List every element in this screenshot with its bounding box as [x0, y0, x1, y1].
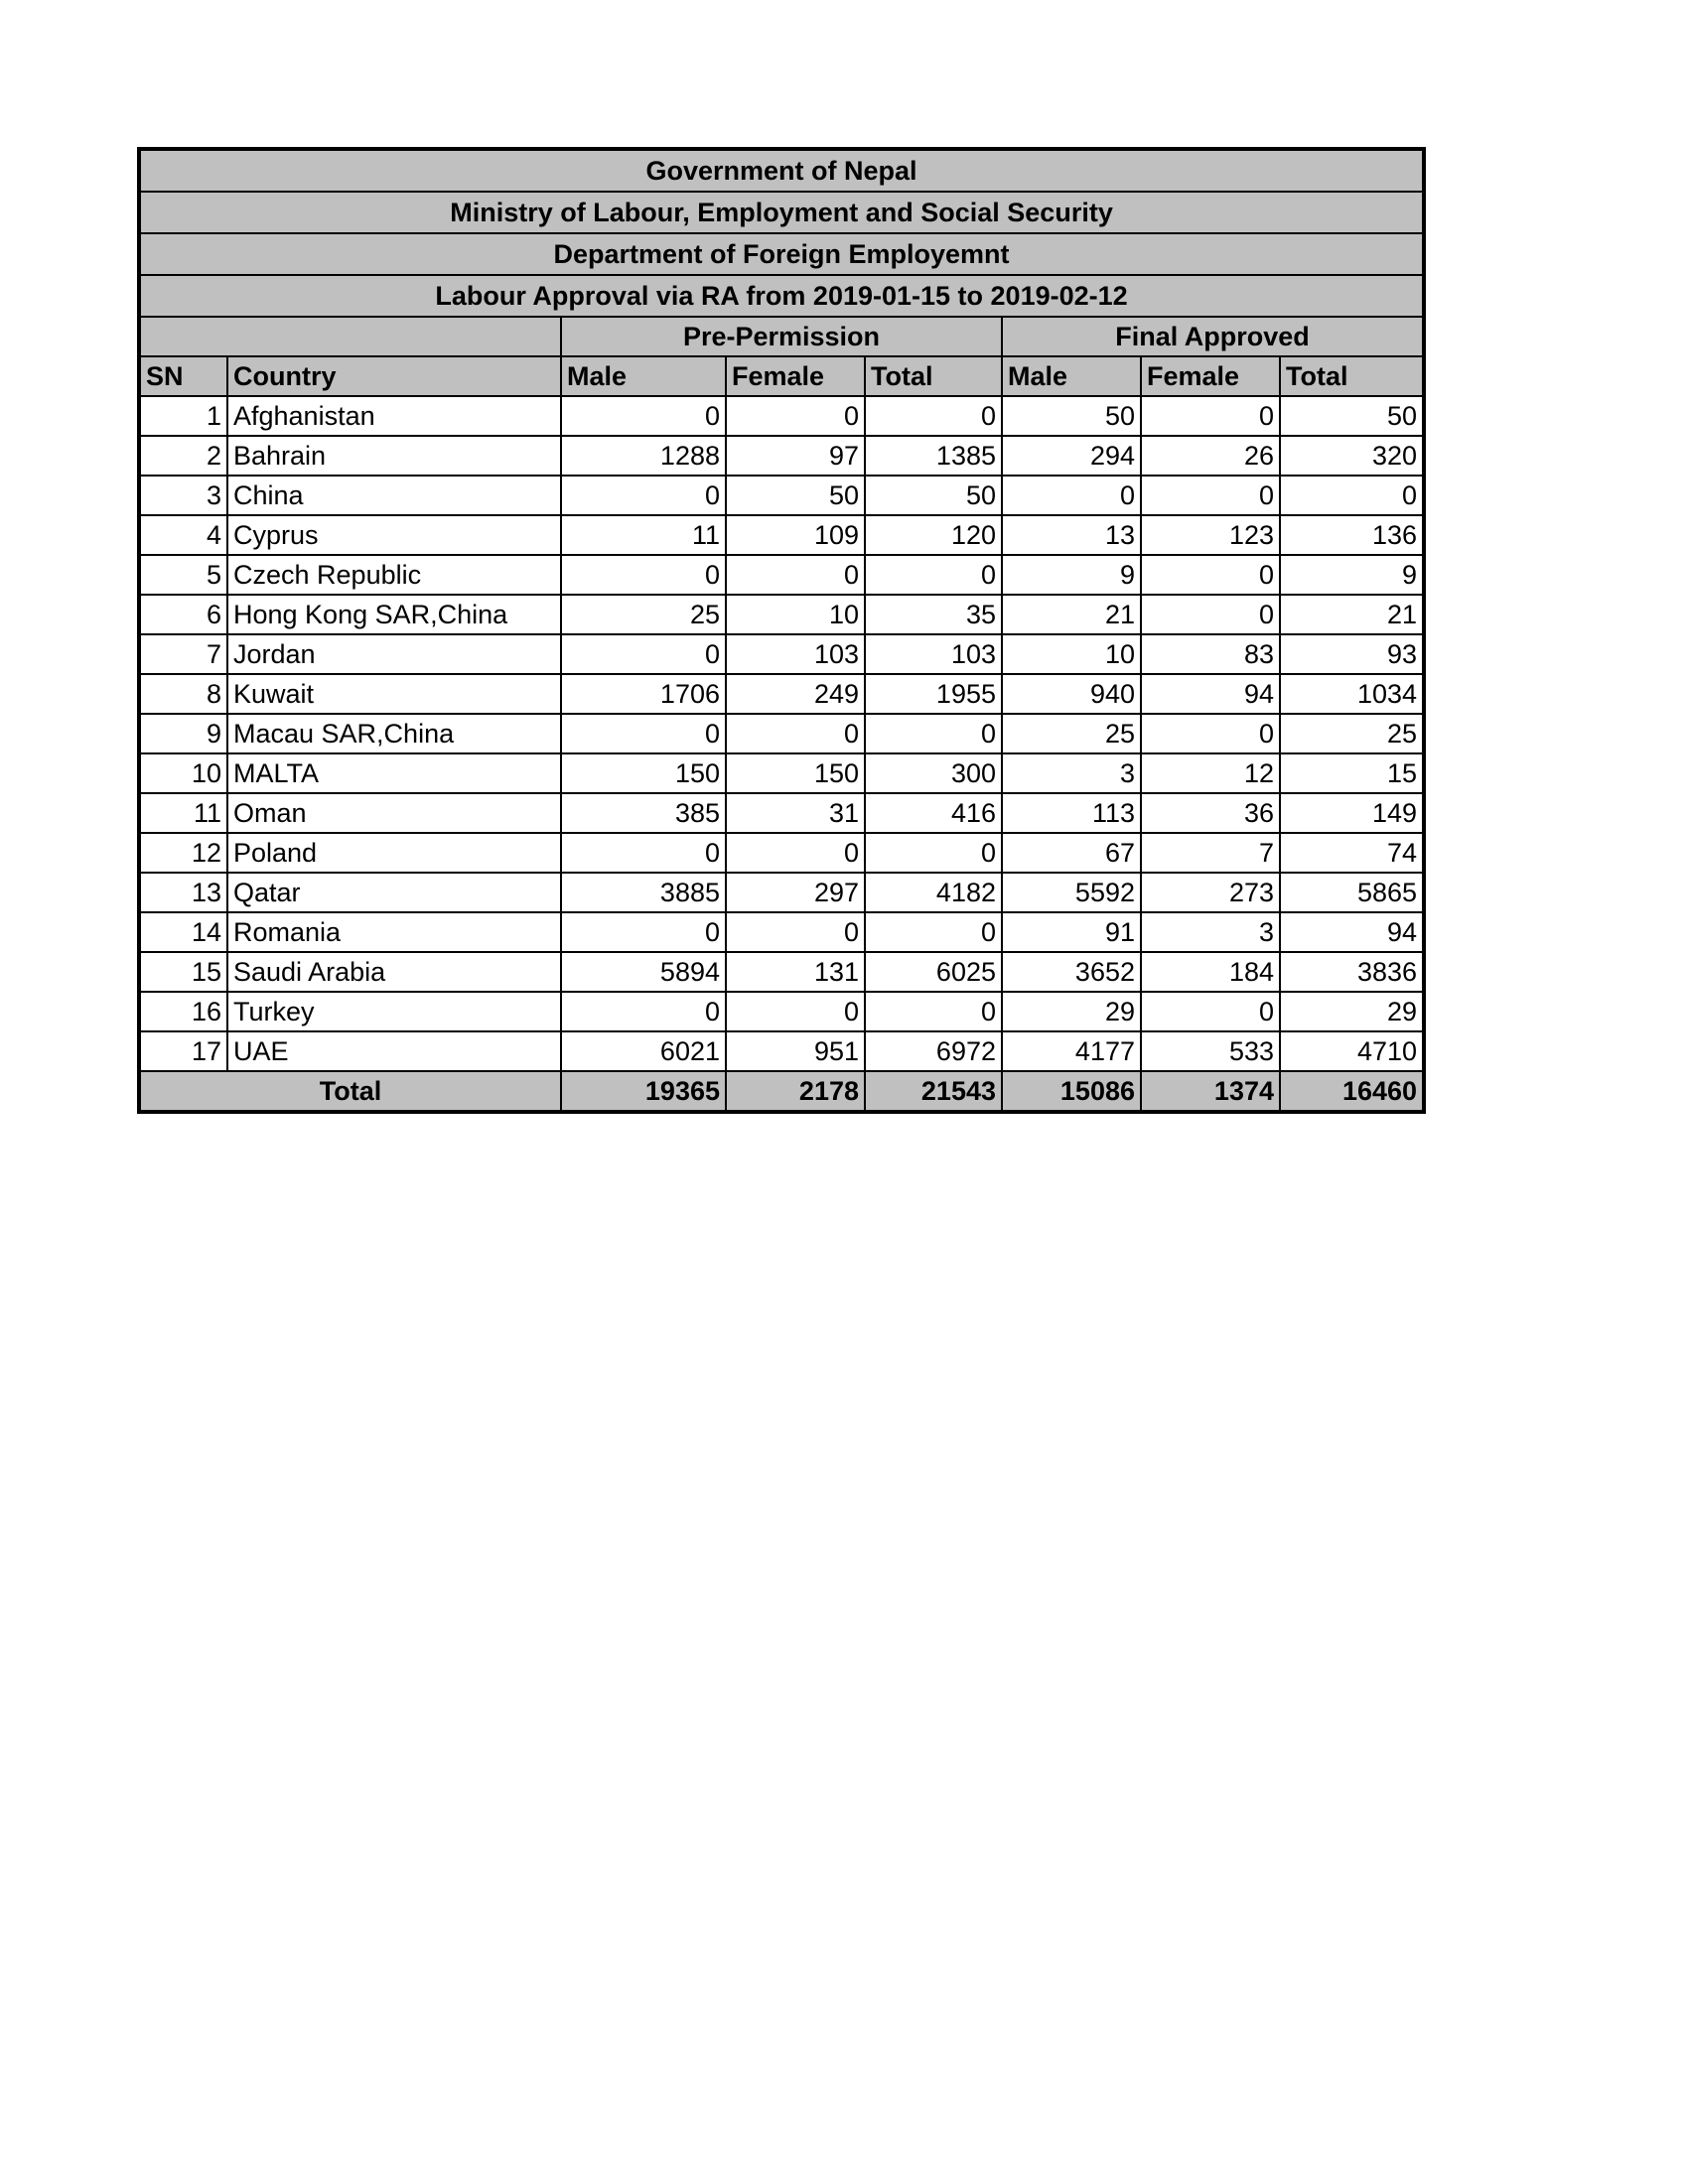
cell-final-total: 1034: [1280, 674, 1423, 714]
cell-pre-total: 103: [865, 634, 1002, 674]
cell-final-male: 113: [1002, 793, 1141, 833]
cell-pre-total: 35: [865, 595, 1002, 634]
cell-country: Turkey: [227, 992, 561, 1031]
cell-final-male: 3652: [1002, 952, 1141, 992]
table-row: [140, 634, 1423, 674]
cell-sn: 4: [140, 515, 227, 555]
cell-final-male: 940: [1002, 674, 1141, 714]
cell-sn: 17: [140, 1031, 227, 1071]
cell-final-female: 0: [1141, 714, 1280, 753]
cell-pre-total: 0: [865, 912, 1002, 952]
cell-final-female: 26: [1141, 436, 1280, 476]
cell-final-total: 29: [1280, 992, 1423, 1031]
cell-final-total: 0: [1280, 476, 1423, 515]
cell-country: Cyprus: [227, 515, 561, 555]
cell-pre-male: 0: [561, 833, 726, 873]
cell-pre-female: 97: [726, 436, 865, 476]
cell-pre-female: 50: [726, 476, 865, 515]
total-row: [140, 1071, 1423, 1111]
cell-final-female: 0: [1141, 396, 1280, 436]
table-row: [140, 396, 1423, 436]
cell-final-total: 93: [1280, 634, 1423, 674]
table-row: [140, 952, 1423, 992]
cell-pre-total: 6972: [865, 1031, 1002, 1071]
column-header-row: [140, 356, 1423, 396]
cell-country: UAE: [227, 1031, 561, 1071]
cell-sn: 13: [140, 873, 227, 912]
cell-final-female: 3: [1141, 912, 1280, 952]
cell-pre-female: 109: [726, 515, 865, 555]
column-header-pre-male: Male: [561, 356, 726, 396]
cell-pre-female: 0: [726, 396, 865, 436]
cell-sn: 2: [140, 436, 227, 476]
group-header-pre-permission: Pre-Permission: [561, 317, 1002, 356]
total-pre-female: 2178: [726, 1071, 865, 1111]
cell-pre-female: 0: [726, 992, 865, 1031]
cell-country: Macau SAR,China: [227, 714, 561, 753]
table-row: [140, 912, 1423, 952]
table-row: [140, 992, 1423, 1031]
table-row: [140, 436, 1423, 476]
cell-sn: 5: [140, 555, 227, 595]
cell-final-total: 5865: [1280, 873, 1423, 912]
cell-final-female: 36: [1141, 793, 1280, 833]
cell-pre-male: 11: [561, 515, 726, 555]
column-header-final-female: Female: [1141, 356, 1280, 396]
cell-final-male: 0: [1002, 476, 1141, 515]
cell-country: Hong Kong SAR,China: [227, 595, 561, 634]
cell-country: Kuwait: [227, 674, 561, 714]
cell-pre-female: 103: [726, 634, 865, 674]
cell-pre-female: 297: [726, 873, 865, 912]
cell-country: Poland: [227, 833, 561, 873]
table-row: [140, 873, 1423, 912]
cell-pre-total: 0: [865, 555, 1002, 595]
cell-final-male: 3: [1002, 753, 1141, 793]
cell-final-male: 21: [1002, 595, 1141, 634]
total-label: Total: [140, 1071, 561, 1111]
table-row: [140, 476, 1423, 515]
cell-pre-male: 0: [561, 396, 726, 436]
total-final-male: 15086: [1002, 1071, 1141, 1111]
cell-pre-total: 1955: [865, 674, 1002, 714]
cell-country: Oman: [227, 793, 561, 833]
labour-approval-table: [139, 149, 1424, 1112]
total-final-total: 16460: [1280, 1071, 1423, 1111]
table-row: [140, 793, 1423, 833]
cell-final-female: 123: [1141, 515, 1280, 555]
cell-pre-male: 5894: [561, 952, 726, 992]
cell-sn: 15: [140, 952, 227, 992]
table-row: [140, 555, 1423, 595]
cell-country: Jordan: [227, 634, 561, 674]
cell-pre-male: 6021: [561, 1031, 726, 1071]
cell-final-female: 0: [1141, 476, 1280, 515]
cell-final-total: 320: [1280, 436, 1423, 476]
title-report: Labour Approval via RA from 2019-01-15 to 2019-02-12: [140, 275, 1423, 317]
cell-pre-total: 0: [865, 833, 1002, 873]
cell-sn: 12: [140, 833, 227, 873]
cell-pre-female: 0: [726, 714, 865, 753]
group-header-final-approved: Final Approved: [1002, 317, 1423, 356]
cell-final-total: 25: [1280, 714, 1423, 753]
cell-country: Bahrain: [227, 436, 561, 476]
cell-sn: 14: [140, 912, 227, 952]
cell-pre-male: 0: [561, 555, 726, 595]
cell-final-male: 25: [1002, 714, 1141, 753]
cell-final-female: 273: [1141, 873, 1280, 912]
cell-pre-total: 50: [865, 476, 1002, 515]
cell-final-female: 94: [1141, 674, 1280, 714]
cell-country: Qatar: [227, 873, 561, 912]
cell-pre-male: 3885: [561, 873, 726, 912]
table-row: [140, 595, 1423, 634]
cell-final-male: 91: [1002, 912, 1141, 952]
cell-pre-male: 0: [561, 476, 726, 515]
table-row: [140, 515, 1423, 555]
cell-country: China: [227, 476, 561, 515]
cell-country: Afghanistan: [227, 396, 561, 436]
title-ministry: Ministry of Labour, Employment and Social Security: [140, 192, 1423, 233]
table-row: [140, 1031, 1423, 1071]
cell-sn: 1: [140, 396, 227, 436]
cell-pre-female: 131: [726, 952, 865, 992]
cell-pre-total: 1385: [865, 436, 1002, 476]
table-row: [140, 753, 1423, 793]
total-pre-total: 21543: [865, 1071, 1002, 1111]
cell-sn: 6: [140, 595, 227, 634]
cell-pre-female: 0: [726, 555, 865, 595]
cell-final-total: 4710: [1280, 1031, 1423, 1071]
total-final-female: 1374: [1141, 1071, 1280, 1111]
cell-pre-female: 31: [726, 793, 865, 833]
cell-pre-female: 150: [726, 753, 865, 793]
cell-final-total: 3836: [1280, 952, 1423, 992]
column-header-country: Country: [227, 356, 561, 396]
cell-pre-total: 6025: [865, 952, 1002, 992]
cell-final-male: 4177: [1002, 1031, 1141, 1071]
cell-pre-male: 0: [561, 912, 726, 952]
cell-country: Czech Republic: [227, 555, 561, 595]
cell-sn: 10: [140, 753, 227, 793]
cell-final-total: 74: [1280, 833, 1423, 873]
table-row: [140, 714, 1423, 753]
cell-pre-total: 0: [865, 396, 1002, 436]
table-row: [140, 833, 1423, 873]
cell-sn: 9: [140, 714, 227, 753]
cell-pre-total: 120: [865, 515, 1002, 555]
cell-sn: 7: [140, 634, 227, 674]
cell-pre-total: 0: [865, 714, 1002, 753]
cell-pre-male: 1288: [561, 436, 726, 476]
cell-final-female: 0: [1141, 555, 1280, 595]
cell-pre-male: 150: [561, 753, 726, 793]
table-row: [140, 674, 1423, 714]
cell-pre-male: 1706: [561, 674, 726, 714]
cell-final-total: 149: [1280, 793, 1423, 833]
total-pre-male: 19365: [561, 1071, 726, 1111]
cell-final-female: 0: [1141, 595, 1280, 634]
cell-final-female: 7: [1141, 833, 1280, 873]
cell-pre-total: 4182: [865, 873, 1002, 912]
column-header-sn: SN: [140, 356, 227, 396]
cell-final-male: 67: [1002, 833, 1141, 873]
cell-pre-total: 416: [865, 793, 1002, 833]
cell-final-male: 13: [1002, 515, 1141, 555]
title-government: Government of Nepal: [140, 150, 1423, 192]
cell-final-total: 94: [1280, 912, 1423, 952]
cell-final-male: 294: [1002, 436, 1141, 476]
cell-final-total: 21: [1280, 595, 1423, 634]
cell-pre-female: 951: [726, 1031, 865, 1071]
cell-final-male: 5592: [1002, 873, 1141, 912]
cell-pre-female: 10: [726, 595, 865, 634]
column-header-final-male: Male: [1002, 356, 1141, 396]
cell-sn: 16: [140, 992, 227, 1031]
cell-pre-male: 0: [561, 992, 726, 1031]
cell-final-female: 12: [1141, 753, 1280, 793]
cell-pre-male: 0: [561, 714, 726, 753]
cell-pre-male: 25: [561, 595, 726, 634]
group-header-blank: [140, 317, 561, 356]
column-header-pre-female: Female: [726, 356, 865, 396]
title-department: Department of Foreign Employemnt: [140, 233, 1423, 275]
cell-final-male: 10: [1002, 634, 1141, 674]
cell-country: Saudi Arabia: [227, 952, 561, 992]
column-header-pre-total: Total: [865, 356, 1002, 396]
cell-pre-female: 0: [726, 833, 865, 873]
cell-country: Romania: [227, 912, 561, 952]
cell-pre-male: 0: [561, 634, 726, 674]
cell-sn: 3: [140, 476, 227, 515]
cell-final-female: 83: [1141, 634, 1280, 674]
cell-final-total: 9: [1280, 555, 1423, 595]
cell-pre-female: 0: [726, 912, 865, 952]
cell-pre-total: 0: [865, 992, 1002, 1031]
cell-pre-total: 300: [865, 753, 1002, 793]
cell-pre-female: 249: [726, 674, 865, 714]
cell-sn: 8: [140, 674, 227, 714]
cell-final-total: 50: [1280, 396, 1423, 436]
cell-final-female: 184: [1141, 952, 1280, 992]
cell-final-male: 9: [1002, 555, 1141, 595]
cell-sn: 11: [140, 793, 227, 833]
cell-pre-male: 385: [561, 793, 726, 833]
column-header-final-total: Total: [1280, 356, 1423, 396]
cell-final-total: 15: [1280, 753, 1423, 793]
cell-final-female: 533: [1141, 1031, 1280, 1071]
cell-country: MALTA: [227, 753, 561, 793]
cell-final-total: 136: [1280, 515, 1423, 555]
cell-final-male: 50: [1002, 396, 1141, 436]
cell-final-female: 0: [1141, 992, 1280, 1031]
cell-final-male: 29: [1002, 992, 1141, 1031]
